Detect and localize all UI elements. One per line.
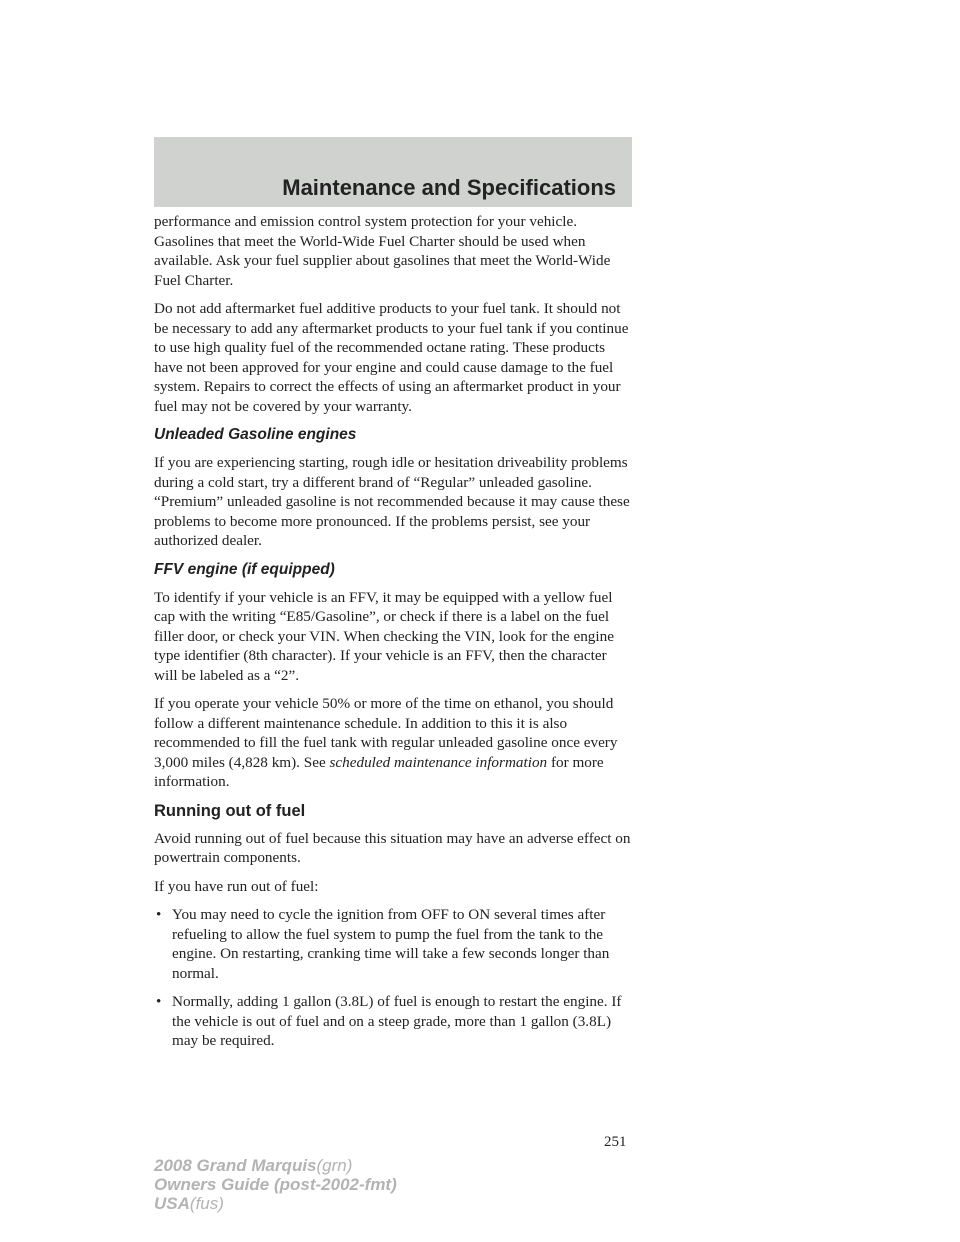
- paragraph-if-run-out: If you have run out of fuel:: [154, 877, 319, 895]
- footer-model: 2008 Grand Marquis: [154, 1156, 317, 1175]
- section-header: [154, 137, 632, 207]
- paragraph-avoid-running-out: Avoid running out of fuel because this situation may have an adverse effect on powertrain components.: [154, 829, 631, 866]
- ethanol-text-end: for more information.: [154, 753, 604, 790]
- footer-line-1: [154, 1156, 397, 1175]
- list-item-text: You may need to cycle the ignition from OFF to ON several times after refueling to allow the fuel system to pump the fuel from the tank to the engine. On restarting, cranking time will take a few seconds longer than normal.: [172, 906, 610, 982]
- section-title: Maintenance and Specifications: [282, 175, 616, 200]
- list-item: [154, 905, 634, 983]
- footer-line-2: Owners Guide (post-2002-fmt): [154, 1175, 397, 1194]
- run-out-bullet-list: [154, 905, 634, 1051]
- footer-model-code: (grn): [316, 1156, 353, 1175]
- footer-line-3: [154, 1194, 397, 1213]
- bullet-icon: •: [156, 993, 162, 1010]
- heading-unleaded-gasoline: Unleaded Gasoline engines: [154, 426, 357, 443]
- ethanol-text: If you operate your vehicle 50% or more of the time on ethanol, you should follow a different maintenance schedule. In addition to this it is also recommended to fill the fuel tank with regular unleaded gasoline once every 3,000 miles (4,828 km). See: [154, 695, 618, 771]
- heading-ffv-engine: FFV engine (if equipped): [154, 560, 335, 578]
- footer-market-code: (fus): [189, 1194, 224, 1213]
- footer-market: USA: [154, 1194, 190, 1213]
- paragraph-ffv-identify: To identify if your vehicle is an FFV, it may be equipped with a yellow fuel cap with the writing “E85/Gasoline”, or check if there is a label on the fuel filler door, or check your VIN. When checking the VIN, look for the engine type identifier (8th character). If your vehicle is an FFV, then the character will be labeled as a “2”.: [154, 588, 614, 684]
- bullet-icon: •: [156, 906, 162, 923]
- list-item-text: Normally, adding 1 gallon (3.8L) of fuel is enough to restart the engine. If the vehicle is out of fuel and on a steep grade, more than 1 gallon (3.8L) may be required.: [172, 993, 622, 1049]
- page-number: 251: [604, 1134, 627, 1150]
- page-content: [154, 212, 634, 1060]
- paragraph-ethanol: [154, 694, 634, 792]
- list-item: [154, 992, 634, 1051]
- scheduled-maintenance-reference: scheduled maintenance information: [329, 753, 548, 771]
- paragraph-fuel-charter: performance and emission control system protection for your vehicle. Gasolines that meet the World-Wide Fuel Charter should be used when available. Ask your fuel supplier about gasolines that meet the World-Wide Fuel Charter.: [154, 213, 611, 289]
- heading-running-out-of-fuel: Running out of fuel: [154, 801, 306, 820]
- paragraph-additives: Do not add aftermarket fuel additive products to your fuel tank. It should not be necessary to add any aftermarket products to your fuel tank if you continue to use high quality fuel of the recommended octane rating. These products have not been approved for your engine and could cause damage to the fuel system. Repairs to correct the effects of using an aftermarket product in your fuel may not be covered by your warranty.: [154, 300, 629, 415]
- document-footer: [154, 1156, 397, 1213]
- paragraph-unleaded: If you are experiencing starting, rough idle or hesitation driveability problems during a cold start, try a different brand of “Regular” unleaded gasoline. “Premium” unleaded gasoline is not recommended because it may cause these problems to become more pronounced. If the problems persist, see your authorized dealer.: [154, 454, 630, 549]
